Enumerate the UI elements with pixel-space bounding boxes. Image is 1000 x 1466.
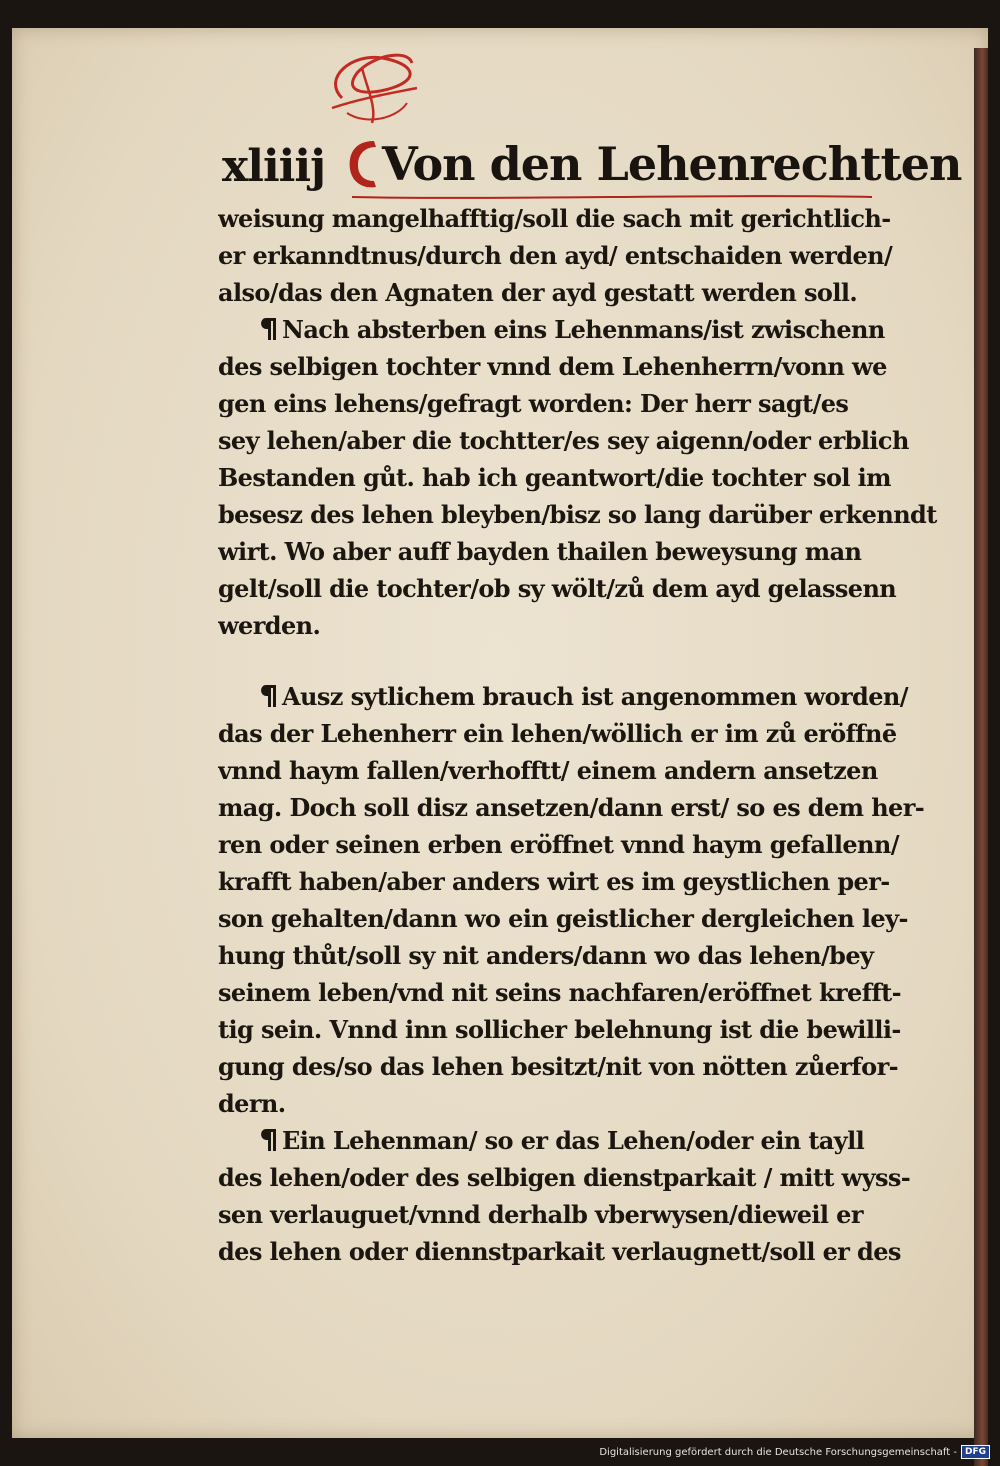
text-line [218, 459, 948, 496]
text-line-content: des selbigen tochter vnnd dem Lehenherrn/vonn we [218, 352, 887, 381]
text-line [218, 715, 948, 752]
text-line-content: ren oder seinen erben eröffnet vnnd haym gefallenn/ [218, 830, 899, 859]
text-line [218, 607, 948, 644]
text-line-content: Ein Lehenman/ so er das Lehen/oder ein tayll [282, 1126, 865, 1155]
running-title: Von den Lehenrechtten [382, 137, 962, 191]
text-line [218, 385, 948, 422]
paragraph-gap [218, 644, 948, 678]
text-line [218, 1011, 948, 1048]
paragraph-mark-icon [258, 1127, 280, 1153]
text-line [218, 900, 948, 937]
text-line [218, 1048, 948, 1085]
text-line [218, 311, 948, 348]
text-line-content: gung des/so das lehen besitzt/nit von nötten zůerfor- [218, 1052, 898, 1081]
text-line-content: Nach absterben eins Lehenmans/ist zwischenn [282, 315, 885, 344]
text-line-content: Bestanden gůt. hab ich geantwort/die tochter sol im [218, 463, 891, 492]
text-line [218, 974, 948, 1011]
text-line-content: des lehen/oder des selbigen dienstparkait / mitt wyss- [218, 1163, 911, 1192]
text-line-content: seinem leben/vnd nit seins nachfaren/eröffnet krefft- [218, 978, 902, 1007]
text-line [218, 200, 948, 237]
dfg-logo: DFG [961, 1445, 990, 1459]
text-line-content: tig sein. Vnnd inn sollicher belehnung ist die bewilli- [218, 1015, 901, 1044]
text-line-content: besesz des lehen bleyben/bisz so lang darüber erkenndt [218, 500, 937, 529]
page-header [222, 123, 962, 203]
text-line [218, 1085, 948, 1122]
red-paragraph-mark-icon [344, 135, 384, 195]
text-line [218, 863, 948, 900]
text-line [218, 422, 948, 459]
text-line-content: krafft haben/aber anders wirt es im geystlichen per- [218, 867, 890, 896]
text-line-content: dern. [218, 1089, 286, 1118]
text-line [218, 1196, 948, 1233]
text-line-content: son gehalten/dann wo ein geistlicher dergleichen ley- [218, 904, 908, 933]
footer [599, 1445, 990, 1459]
text-line-content: Ausz sytlichem brauch ist angenommen worden/ [282, 682, 908, 711]
text-line-content: werden. [218, 611, 321, 640]
text-line [218, 1122, 948, 1159]
paragraph-mark-icon [258, 316, 280, 342]
text-line [218, 1233, 948, 1270]
body-text [218, 200, 948, 1270]
text-line-content: sen verlauguet/vnnd derhalb vberwysen/dieweil er [218, 1200, 863, 1229]
paragraph-mark-icon [258, 683, 280, 709]
text-line [218, 789, 948, 826]
text-line-content: mag. Doch soll disz ansetzen/dann erst/ so es dem her- [218, 793, 925, 822]
page-edge [974, 48, 988, 1466]
text-line-content: weisung mangelhafftig/soll die sach mit gerichtlich- [218, 204, 891, 233]
text-line [218, 937, 948, 974]
text-line-content: also/das den Agnaten der ayd gestatt werden soll. [218, 278, 858, 307]
text-line-content: er erkanndtnus/durch den ayd/ entschaiden werden/ [218, 241, 893, 270]
text-line-content: sey lehen/aber die tochtter/es sey aigenn/oder erblich [218, 426, 909, 455]
book-page [12, 28, 988, 1438]
text-line [218, 570, 948, 607]
text-line-content: hung thůt/soll sy nit anders/dann wo das lehen/bey [218, 941, 874, 970]
text-line-content: des lehen oder diennstparkait verlaugnett/soll er des [218, 1237, 901, 1266]
funding-credit: Digitalisierung gefördert durch die Deutsche Forschungsgemeinschaft - [599, 1446, 957, 1458]
text-line [218, 678, 948, 715]
folio-number: xliiij [222, 141, 326, 192]
text-line-content: gen eins lehens/gefragt worden: Der herr sagt/es [218, 389, 849, 418]
text-line [218, 496, 948, 533]
text-line [218, 348, 948, 385]
text-line-content: vnnd haym fallen/verhofftt/ einem andern ansetzen [218, 756, 878, 785]
text-line-content: gelt/soll die tochter/ob sy wölt/zů dem ayd gelassenn [218, 574, 897, 603]
text-line [218, 533, 948, 570]
text-line [218, 826, 948, 863]
text-line-content: das der Lehenherr ein lehen/wöllich er im zů eröffnē [218, 719, 897, 748]
text-line [218, 1159, 948, 1196]
text-line [218, 274, 948, 311]
text-line-content: wirt. Wo aber auff bayden thailen beweysung man [218, 537, 862, 566]
text-line [218, 237, 948, 274]
text-line [218, 752, 948, 789]
